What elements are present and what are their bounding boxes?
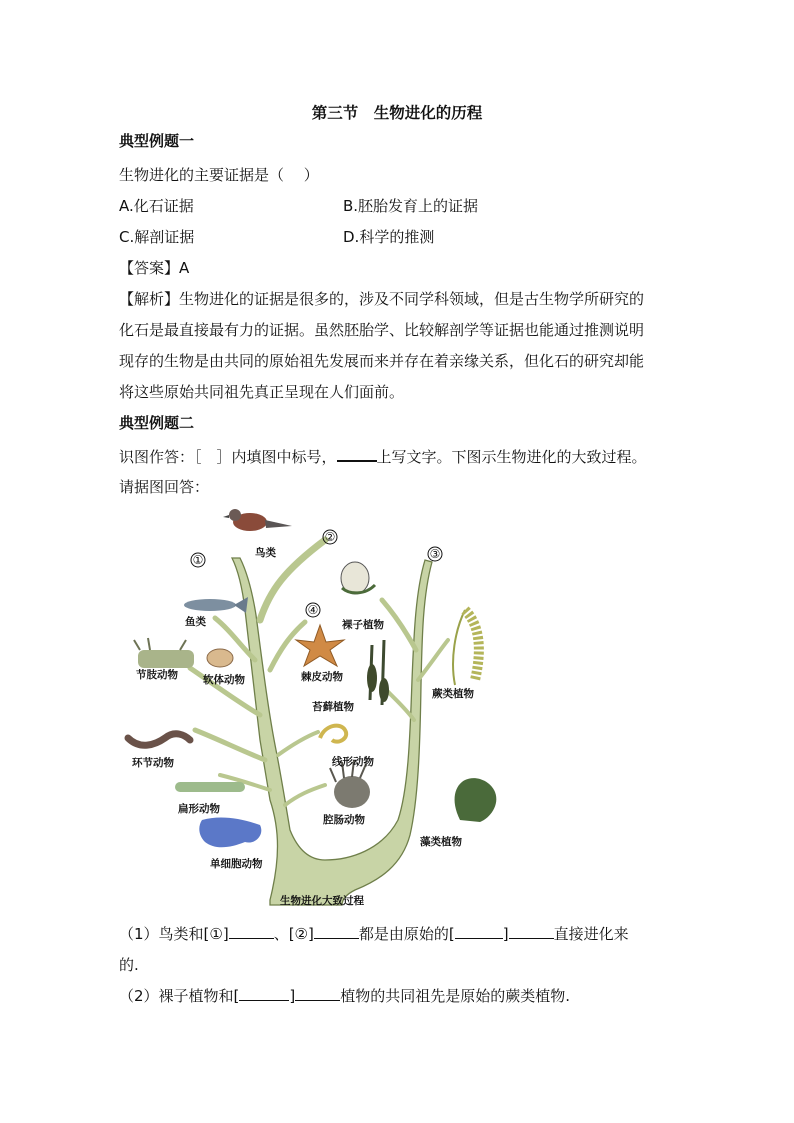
option-c: C.解剖证据 [119, 228, 195, 246]
q2-blank-2 [295, 986, 340, 1001]
arthropod-illustration [134, 638, 194, 668]
flatworm-illustration [175, 782, 245, 792]
marker-3 [428, 547, 442, 561]
bird-illustration [223, 509, 292, 531]
q1-blank-2 [314, 924, 359, 939]
protozoa-illustration [199, 818, 261, 848]
mollusk-illustration [207, 649, 233, 667]
fish-illustration [184, 597, 248, 613]
option-d: D.科学的推测 [343, 228, 435, 246]
analysis-line-4: 将这些原始共同祖先真正呈现在人们面前。 [119, 383, 405, 401]
q1-part1: （1）鸟类和[①] [119, 925, 229, 943]
label-gymnosperm: 裸子植物 [342, 619, 384, 631]
branch-coelenterate [285, 785, 325, 805]
fern-illustration [453, 610, 479, 685]
label-algae: 藻类植物 [420, 836, 462, 848]
question-1-line2: 的. [119, 956, 139, 974]
example2-instruction [119, 446, 647, 467]
label-fish: 鱼类 [185, 616, 206, 628]
q2-blank-1 [239, 986, 289, 1001]
q1-part4: ] [502, 925, 509, 943]
question-1 [119, 924, 629, 944]
marker-4 [306, 603, 320, 617]
annelid-illustration [128, 734, 190, 745]
option-a: A.化石证据 [119, 197, 194, 215]
branch-nematode [278, 732, 318, 755]
instruction-part2: 上写文字。下图示生物进化的大致过程。 [376, 448, 647, 466]
label-arthropod: 节肢动物 [136, 669, 178, 681]
starfish-illustration [296, 625, 344, 666]
label-protozoa: 单细胞动物 [210, 858, 263, 870]
analysis-line-2: 化石是最直接最有力的证据。虽然胚胎学、比较解剖学等证据也能通过推测说明 [119, 321, 645, 339]
figure-caption: 生物进化大致过程 [280, 895, 364, 907]
label-echinoderm: 棘皮动物 [301, 671, 343, 683]
marker-3-text: ③ [429, 547, 441, 561]
instruction-part1: 识图作答：［ ］内填图中标号， [119, 448, 337, 466]
label-flatworm: 扁形动物 [178, 803, 220, 815]
marker-1-text: ① [192, 553, 204, 567]
q2-part3: 植物的共同祖先是原始的蕨类植物. [340, 987, 571, 1005]
branch-echinoderm [270, 622, 305, 670]
label-bird: 鸟类 [255, 547, 276, 559]
analysis-line-3: 现存的生物是由共同的原始祖先发展而来并存在着亲缘关系，但化石的研究却能 [119, 352, 645, 370]
instruction-blank [337, 446, 377, 462]
label-nematode: 线形动物 [332, 756, 374, 768]
marker-2 [323, 530, 337, 544]
branch-gymnosperm [382, 600, 416, 650]
answer: 【答案】A [119, 259, 190, 277]
analysis-line-1: 【解析】生物进化的证据是很多的，涉及不同学科领域，但是古生物学所研究的 [119, 290, 645, 308]
label-annelid: 环节动物 [132, 757, 174, 769]
evolution-tree-figure [120, 500, 530, 910]
q1-blank-4 [509, 924, 554, 939]
marker-1 [191, 553, 205, 567]
example2-instruction-line2: 请据图回答： [119, 478, 210, 496]
page-title: 第三节 生物进化的历程 [311, 104, 483, 122]
q2-part2: ] [289, 987, 296, 1005]
q1-part5: 直接进化来 [553, 925, 629, 943]
label-mollusk: 软体动物 [203, 674, 245, 686]
example2-heading: 典型例题二 [119, 414, 195, 432]
label-fern: 蕨类植物 [432, 688, 474, 700]
nematode-illustration [320, 726, 346, 742]
moss-illustration [367, 640, 389, 705]
marker-2-text: ② [324, 530, 336, 544]
gymnosperm-illustration [341, 562, 375, 594]
question-2 [119, 986, 570, 1006]
branch-annelid [195, 730, 265, 760]
option-b: B.胚胎发育上的证据 [343, 197, 479, 215]
algae-illustration [455, 778, 497, 822]
q1-blank-1 [229, 924, 274, 939]
label-moss: 苔藓植物 [312, 701, 354, 713]
label-coelenterate: 腔肠动物 [323, 814, 365, 826]
q2-part1: （2）裸子植物和[ [119, 987, 240, 1005]
example1-heading: 典型例题一 [119, 132, 195, 150]
q1-part3: 都是由原始的[ [358, 925, 455, 943]
q1-part2: 、[②] [273, 925, 314, 943]
q1-blank-3 [455, 924, 503, 939]
marker-4-text: ④ [307, 603, 319, 617]
example1-question: 生物进化的主要证据是（ ） [119, 166, 319, 184]
